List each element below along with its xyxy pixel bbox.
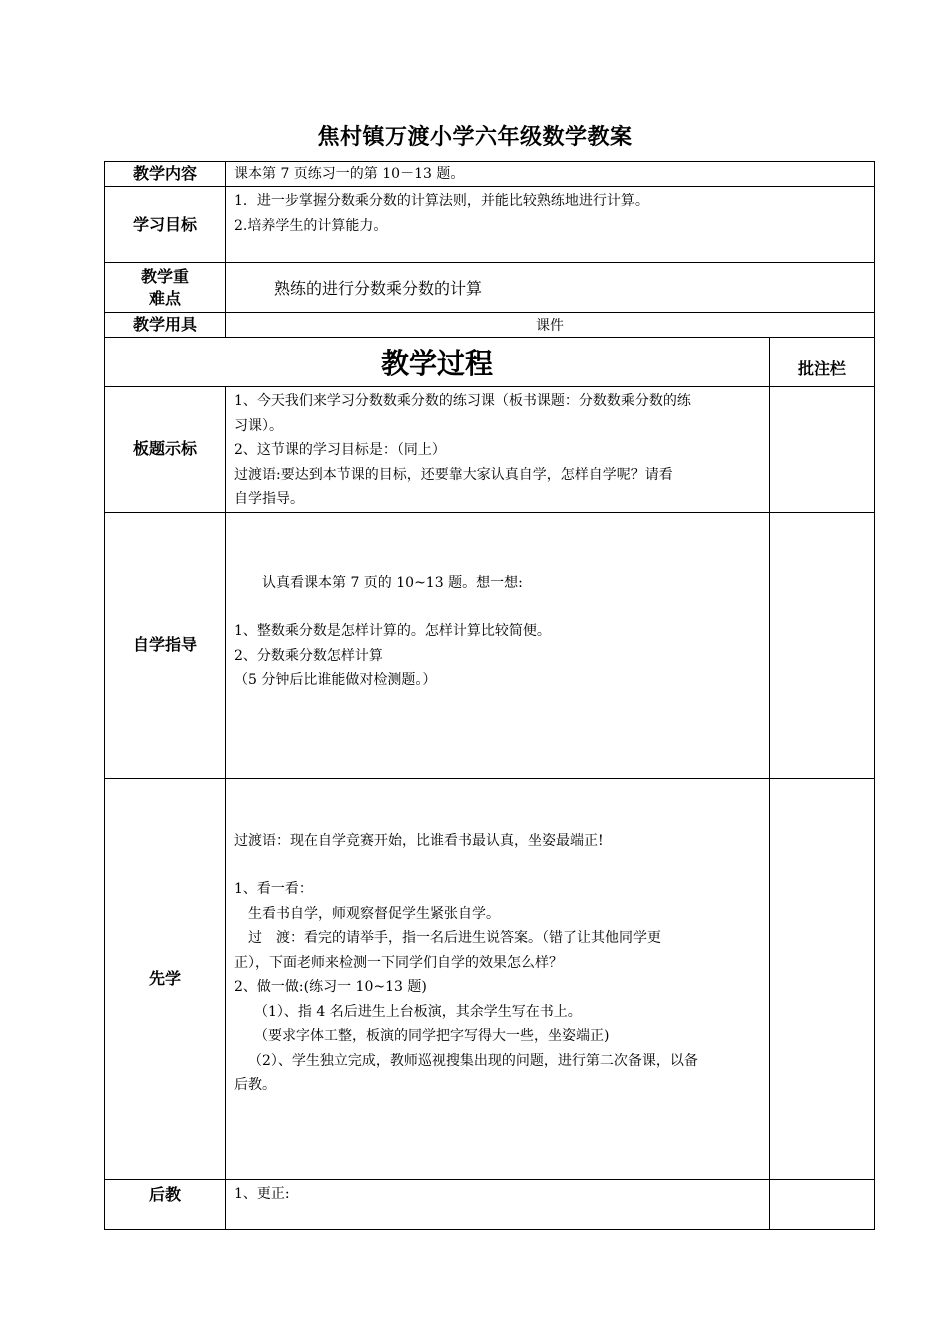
- label-teach-after: 后教: [105, 1179, 226, 1229]
- learn-first-line: 正），下面老师来检测一下同学们自学的效果怎么样？: [234, 954, 563, 971]
- notes-cell-self-study: [770, 512, 875, 778]
- objective-line: 2.培养学生的计算能力。: [234, 217, 388, 234]
- label-key-points-line2: 难点: [148, 288, 181, 308]
- lesson-plan-table: [104, 161, 875, 1230]
- value-teaching-content: 课本第 7 页练习一的第 10－13 题。: [226, 162, 875, 187]
- row-tools: [105, 313, 875, 338]
- self-study-line: 1、整数乘分数是怎样计算的。怎样计算比较简便。: [234, 623, 551, 639]
- row-teaching-content: [105, 162, 875, 187]
- row-objectives: [105, 187, 875, 263]
- notes-column-header: 批注栏: [770, 338, 875, 387]
- learn-first-line: （要求字体工整，板演的同学把字写得大一些，坐姿端正): [254, 1028, 610, 1044]
- board-line: 2、这节课的学习目标是：（同上）: [234, 442, 446, 458]
- page-title: 焦村镇万渡小学六年级数学教案: [317, 125, 633, 150]
- value-teach-after: 1、更正:: [226, 1179, 770, 1229]
- label-self-study: 自学指导: [105, 512, 226, 778]
- learn-first-line: 2、做一做:(练习一 10~13 题): [234, 979, 427, 995]
- board-line: 1、今天我们来学习分数数乘分数的练习课（板书课题：分数数乘分数的练: [234, 393, 691, 409]
- row-key-points: [105, 263, 875, 313]
- row-self-study: [105, 512, 875, 778]
- board-line: 习课）。: [234, 417, 283, 434]
- self-study-intro: 认真看课本第 7 页的 10~13 题。想一想:: [262, 574, 523, 591]
- label-board: 板题示标: [105, 387, 226, 513]
- learn-first-line: 过 渡：看完的请举手，指一名后进生说答案。（错了让其他同学更: [248, 930, 661, 946]
- label-learn-first: 先学: [105, 778, 226, 1179]
- process-heading: 教学过程: [105, 338, 770, 387]
- label-key-points-line1: 教学重: [140, 266, 189, 286]
- label-objectives: 学习目标: [105, 187, 226, 263]
- board-line: 自学指导。: [234, 491, 304, 507]
- learn-first-line: 后教。: [234, 1077, 276, 1093]
- value-self-study: [226, 512, 770, 778]
- value-board: [226, 387, 770, 513]
- value-tools: 课件: [226, 313, 875, 338]
- learn-first-line: （1）、指 4 名后进生上台板演，其余学生写在书上。: [254, 1003, 582, 1020]
- value-learn-first: [226, 778, 770, 1179]
- row-process-header: [105, 338, 875, 387]
- label-tools: 教学用具: [105, 313, 226, 338]
- label-teaching-content: 教学内容: [105, 162, 226, 187]
- row-board: [105, 387, 875, 513]
- notes-cell-learn-first: [770, 778, 875, 1179]
- notes-cell-teach-after: [770, 1179, 875, 1229]
- notes-cell-board: [770, 387, 875, 513]
- label-key-points: [105, 263, 226, 313]
- self-study-line: 2、分数乘分数怎样计算: [234, 647, 383, 664]
- value-key-points: 熟练的进行分数乘分数的计算: [226, 263, 875, 313]
- learn-first-line: （2）、学生独立完成，教师巡视搜集出现的问题，进行第二次备课，以备: [248, 1052, 698, 1069]
- learn-first-line: 生看书自学，师观察督促学生紧张自学。: [248, 905, 500, 922]
- objective-line: 1．进一步掌握分数乘分数的计算法则，并能比较熟练地进行计算。: [234, 193, 649, 209]
- row-learn-first: [105, 778, 875, 1179]
- learn-first-line: 1、看一看：: [234, 881, 313, 897]
- value-objectives: [226, 187, 875, 263]
- board-line: 过渡语:要达到本节课的目标，还要靠大家认真自学，怎样自学呢？请看: [234, 466, 673, 483]
- learn-first-transition: 过渡语：现在自学竞赛开始，比谁看书最认真，坐姿最端正!: [234, 832, 604, 849]
- row-teach-after: [105, 1179, 875, 1229]
- self-study-line: （5 分钟后比谁能做对检测题。）: [234, 672, 437, 688]
